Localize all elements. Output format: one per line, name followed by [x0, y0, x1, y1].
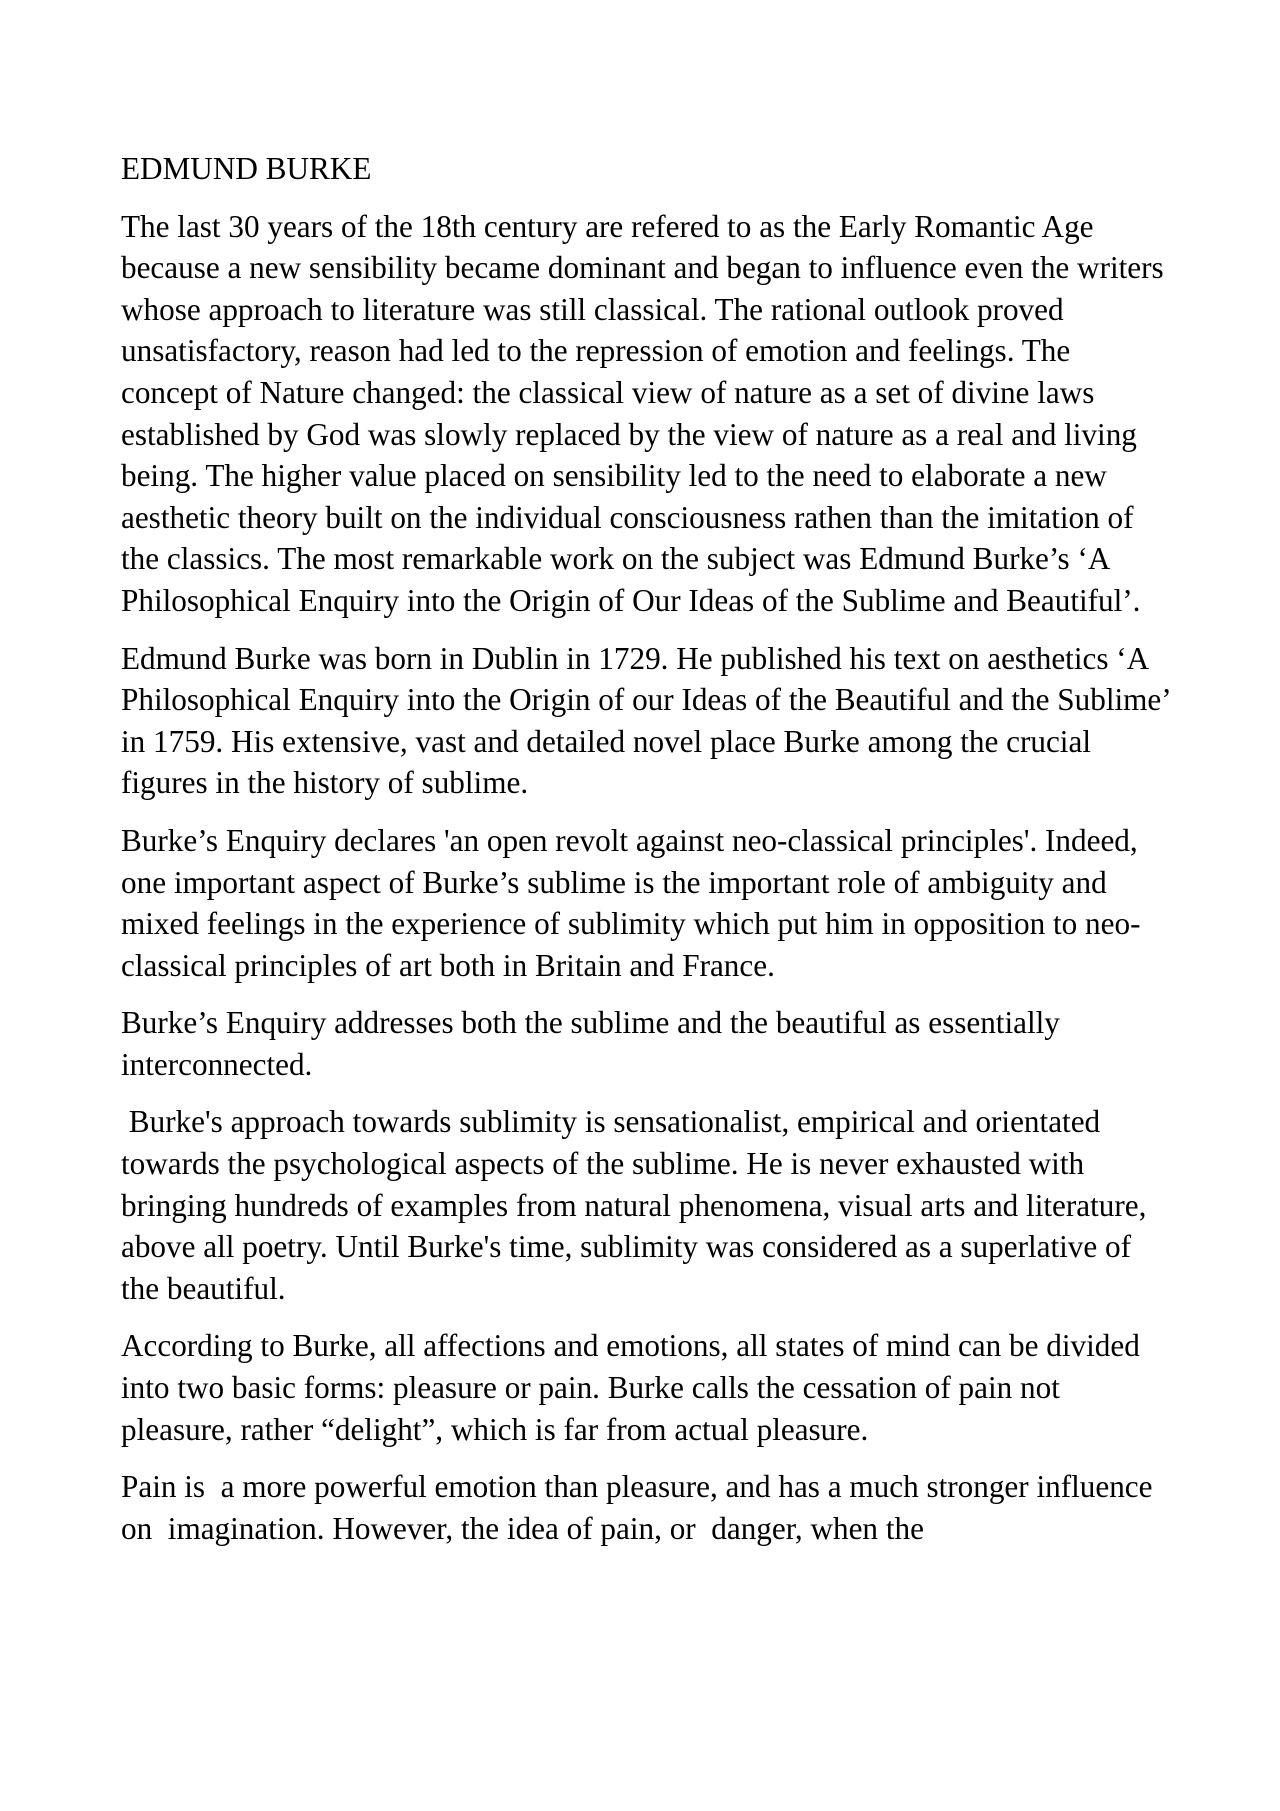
paragraph-pain-emotion: Pain is a more powerful emotion than pleasure, and has a much stronger influence on imagination. However, the idea of pain, or danger, when the [121, 1469, 1161, 1546]
paragraph-early-romantic-age: The last 30 years of the 18th century are refered to as the Early Romantic Age because a new sensibility became dominant and began to influence even the writers whose approach to literature was still classical. The rational outlook proved unsatisfactory, reason had led to the repression of emotion and feelings. The concept of Nature changed: the classical view of nature as a set of divine laws established by God was slowly replaced by the view of nature as a real and living being. The higher value placed on sensibility led to the need to elaborate a new aesthetic theory built on the individual consciousness rathen than the imitation of the classics. The most remarkable work on the subject was Edmund Burke’s ‘A Philosophical Enquiry into the Origin of Our Ideas of the Sublime and Beautiful’. [121, 208, 1164, 618]
paragraph-burke-biography: Edmund Burke was born in Dublin in 1729. He published his text on aesthetics ‘A Philosophical Enquiry into the Origin of our Ideas of the Beautiful and the Sublime’ in 1759. His extensive, vast and detailed novel place Burke among the crucial figures in the history of sublime. [121, 640, 1170, 801]
paragraph-pleasure-pain: According to Burke, all affections and emotions, all states of mind can be divided into two basic forms: pleasure or pain. Burke calls the cessation of pain not pleasure, rather “delight”, which is far from actual pleasure. [121, 1328, 1140, 1447]
document-title: EDMUND BURKE [121, 151, 372, 186]
paragraph-revolt-neoclassical: Burke’s Enquiry declares 'an open revolt against neo-classical principles'. Indeed, one important aspect of Burke’s sublime is the important role of ambiguity and mixed feelings in the experience of sublimity which put him in opposition to neo-classical principles of art both in Britain and France. [121, 822, 1141, 983]
paragraph-approach-sublimity: Burke's approach towards sublimity is sensationalist, empirical and orientated towards the psychological aspects of the sublime. He is never exhausted with bringing hundreds of examples from natural phenomena, visual arts and literature, above all poetry. Until Burke's time, sublimity was considered as a superlative of the beautiful. [121, 1104, 1155, 1306]
document-body [121, 148, 1171, 1565]
paragraph-sublime-and-beautiful: Burke’s Enquiry addresses both the sublime and the beautiful as essentially interconnected. [121, 1005, 1060, 1082]
